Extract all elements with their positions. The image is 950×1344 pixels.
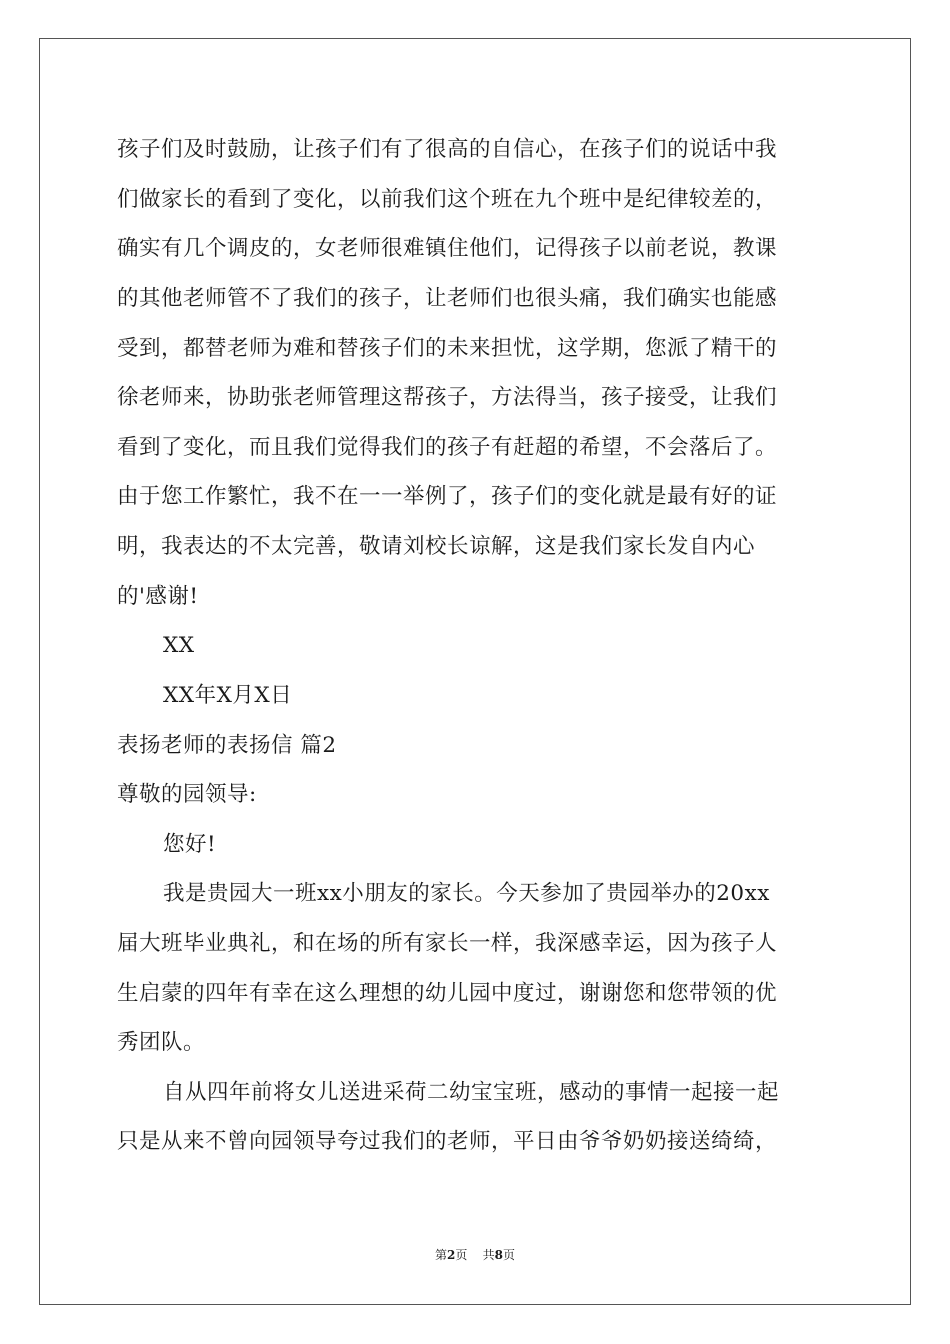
current-page-number: 2 — [447, 1248, 456, 1262]
page-footer — [0, 1247, 950, 1263]
signature-date: XX年X月X日 — [163, 683, 293, 708]
total-page-number: 8 — [494, 1248, 503, 1262]
footer-prefix: 第 — [434, 1248, 447, 1262]
salutation: 尊敬的园领导: — [117, 782, 257, 807]
body-line-20: 自从四年前将女儿送进采荷二幼宝宝班，感动的事情一起接一起 — [163, 1080, 780, 1105]
body-line-19: 秀团队。 — [117, 1030, 206, 1055]
body-line-16: 我是贵园大一班xx小朋友的家长。今天参加了贵园举办的20xx — [163, 881, 770, 906]
footer-suffix: 页 — [502, 1248, 515, 1262]
body-line-10: 的'感谢! — [117, 584, 199, 609]
body-line-18: 生启蒙的四年有幸在这么理想的幼儿园中度过，谢谢您和您带领的优 — [117, 981, 778, 1006]
body-line-8: 由于您工作繁忙，我不在一一举例了，孩子们的变化就是最有好的证 — [117, 484, 778, 509]
body-line-4: 的其他老师管不了我们的孩子，让老师们也很头痛，我们确实也能感 — [117, 286, 778, 311]
body-line-1: 孩子们及时鼓励，让孩子们有了很高的自信心，在孩子们的说话中我 — [117, 137, 778, 162]
body-line-6: 徐老师来，协助张老师管理这帮孩子，方法得当，孩子接受，让我们 — [117, 385, 778, 410]
body-line-5: 受到，都替老师为难和替孩子们的未来担忧，这学期，您派了精干的 — [117, 336, 778, 361]
greeting: 您好! — [163, 832, 217, 857]
body-line-17: 届大班毕业典礼，和在场的所有家长一样，我深感幸运，因为孩子人 — [117, 931, 778, 956]
body-line-21: 只是从来不曾向园领导夸过我们的老师，平日由爷爷奶奶接送绮绮， — [117, 1129, 778, 1154]
body-line-9: 明，我表达的不太完善，敬请刘校长谅解，这是我们家长发自内心 — [117, 534, 756, 559]
page-border — [39, 38, 911, 1305]
body-line-2: 们做家长的看到了变化，以前我们这个班在九个班中是纪律较差的， — [117, 187, 778, 212]
footer-middle: 页 共 — [455, 1248, 495, 1262]
body-line-3: 确实有几个调皮的，女老师很难镇住他们，记得孩子以前老说，教课 — [117, 236, 778, 261]
body-line-7: 看到了变化，而且我们觉得我们的孩子有赶超的希望，不会落后了。 — [117, 435, 778, 460]
signature-name: XX — [163, 633, 195, 658]
section-title: 表扬老师的表扬信 篇2 — [117, 733, 337, 758]
